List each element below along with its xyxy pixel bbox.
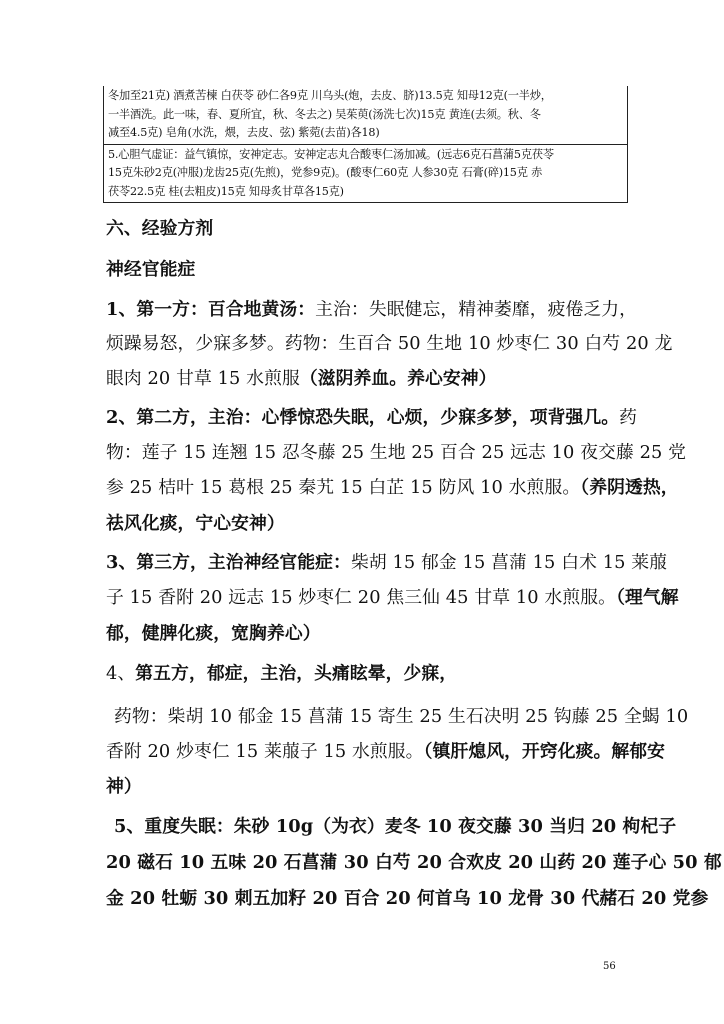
rx2-text: 参 25 桔叶 15 葛根 25 秦艽 15 白芷 15 防风 10 水煎服。: [106, 477, 581, 498]
rx3-text: 柴胡 15 郁金 15 菖蒲 15 白术 15 莱菔: [350, 552, 668, 573]
rx2-line1: [106, 404, 637, 429]
table-cell-continuation: [104, 86, 627, 144]
rx1-text: 主治：失眠健忘，精神萎靡，疲倦乏力，: [315, 299, 638, 320]
page-number: 56: [603, 961, 616, 972]
rx2-line2: 物：莲子 15 连翘 15 忍冬藤 25 生地 25 百合 25 远志 10 夜交藤 25 党: [106, 442, 687, 463]
rx2-line3: [106, 474, 679, 499]
rx3-line2: [106, 584, 679, 609]
subtitle: 神经官能症: [106, 259, 196, 280]
rx4-number: 4、: [106, 663, 136, 684]
table-line: 一半酒洗。此一味，春、夏所宜，秋、冬去之) 吴茱萸(汤洗七次)15克 黄连(去须。秋、冬: [108, 107, 541, 121]
rx3-effect: （理气解: [615, 587, 679, 608]
rx1-heading: 1、第一方：百合地黄汤：: [106, 299, 316, 320]
table-line: 15克朱砂2克(冲服)龙齿25克(先煎)，党参9克)。(酸枣仁60克 人参30克 石膏(碎)15克 赤: [108, 166, 543, 179]
table-cell-heart-gallbladder: [104, 144, 627, 203]
rx4-effect: （镇肝熄风，开窍化痰。解郁安: [423, 741, 666, 762]
rx3-text: 子 15 香附 20 远志 15 炒枣仁 20 焦三仙 45 甘草 10 水煎服。: [106, 587, 616, 608]
rx4-heading: 第五方，郁症，主治，头痛眩晕，少寐，: [135, 663, 458, 684]
rx3-line3: 郁，健脾化痰，宽胸养心）: [106, 623, 321, 644]
rx1-effect: （滋阴养血。养心安神）: [299, 368, 497, 389]
rx4-line1: [106, 660, 457, 685]
rx4-line2: 药物：柴胡 10 郁金 15 菖蒲 15 寄生 25 生石决明 25 钩藤 25 全蝎 10: [114, 706, 689, 727]
rx1-line3: [106, 365, 497, 390]
rx2-heading: 2、第二方，主治：心悸惊恐失眠，心烦，少寐多梦，项背强几。: [106, 407, 620, 428]
herbal-table: [103, 86, 628, 203]
rx2-line4: 祛风化痰，宁心安神）: [106, 513, 285, 534]
rx1-line1: [106, 296, 637, 321]
rx5-line1: 5、重度失眠：朱砂 10g（为衣）麦冬 10 夜交藤 30 当归 20 枸杞子: [114, 816, 677, 837]
table-line: 5.心胆气虚证：益气镇惊，安神定志。安神定志丸合酸枣仁汤加减。(远志6克石菖蒲5克茯苓: [108, 147, 554, 161]
table-line: 茯苓22.5克 桂(去粗皮)15克 知母炙甘草各15克): [108, 184, 344, 198]
table-line: 减至4.5克) 皂角(水洗，煨，去皮、弦) 紫菀(去苗)各18): [108, 126, 380, 139]
rx1-text: 眼肉 20 甘草 15 水煎服: [106, 368, 300, 389]
rx1-line2: 烦躁易怒，少寐多梦。药物：生百合 50 生地 10 炒枣仁 30 白芍 20 龙: [106, 333, 673, 354]
rx2-text: 药: [619, 407, 638, 428]
rx5-line3: 金 20 牡蛎 30 刺五加籽 20 百合 20 何首乌 10 龙骨 30 代赭石 20 党参: [106, 888, 709, 909]
rx4-text: 香附 20 炒枣仁 15 莱菔子 15 水煎服。: [106, 741, 424, 762]
rx4-line3: [106, 738, 665, 763]
rx5-line2: 20 磁石 10 五味 20 石菖蒲 30 白芍 20 合欢皮 20 山药 20 莲子心 50 郁: [106, 852, 722, 873]
rx4-line4: 神）: [106, 776, 142, 797]
section-title: 六、经验方剂: [106, 218, 214, 239]
rx2-effect: （养阴透热，: [580, 477, 679, 498]
table-line: 冬加至21克) 酒煮苦楝 白茯苓 砂仁各9克 川乌头(炮，去皮、脐)13.5克 知母12克(一半炒，: [108, 89, 552, 102]
rx3-heading: 3、第三方，主治神经官能症：: [106, 552, 351, 573]
rx3-line1: [106, 549, 667, 574]
